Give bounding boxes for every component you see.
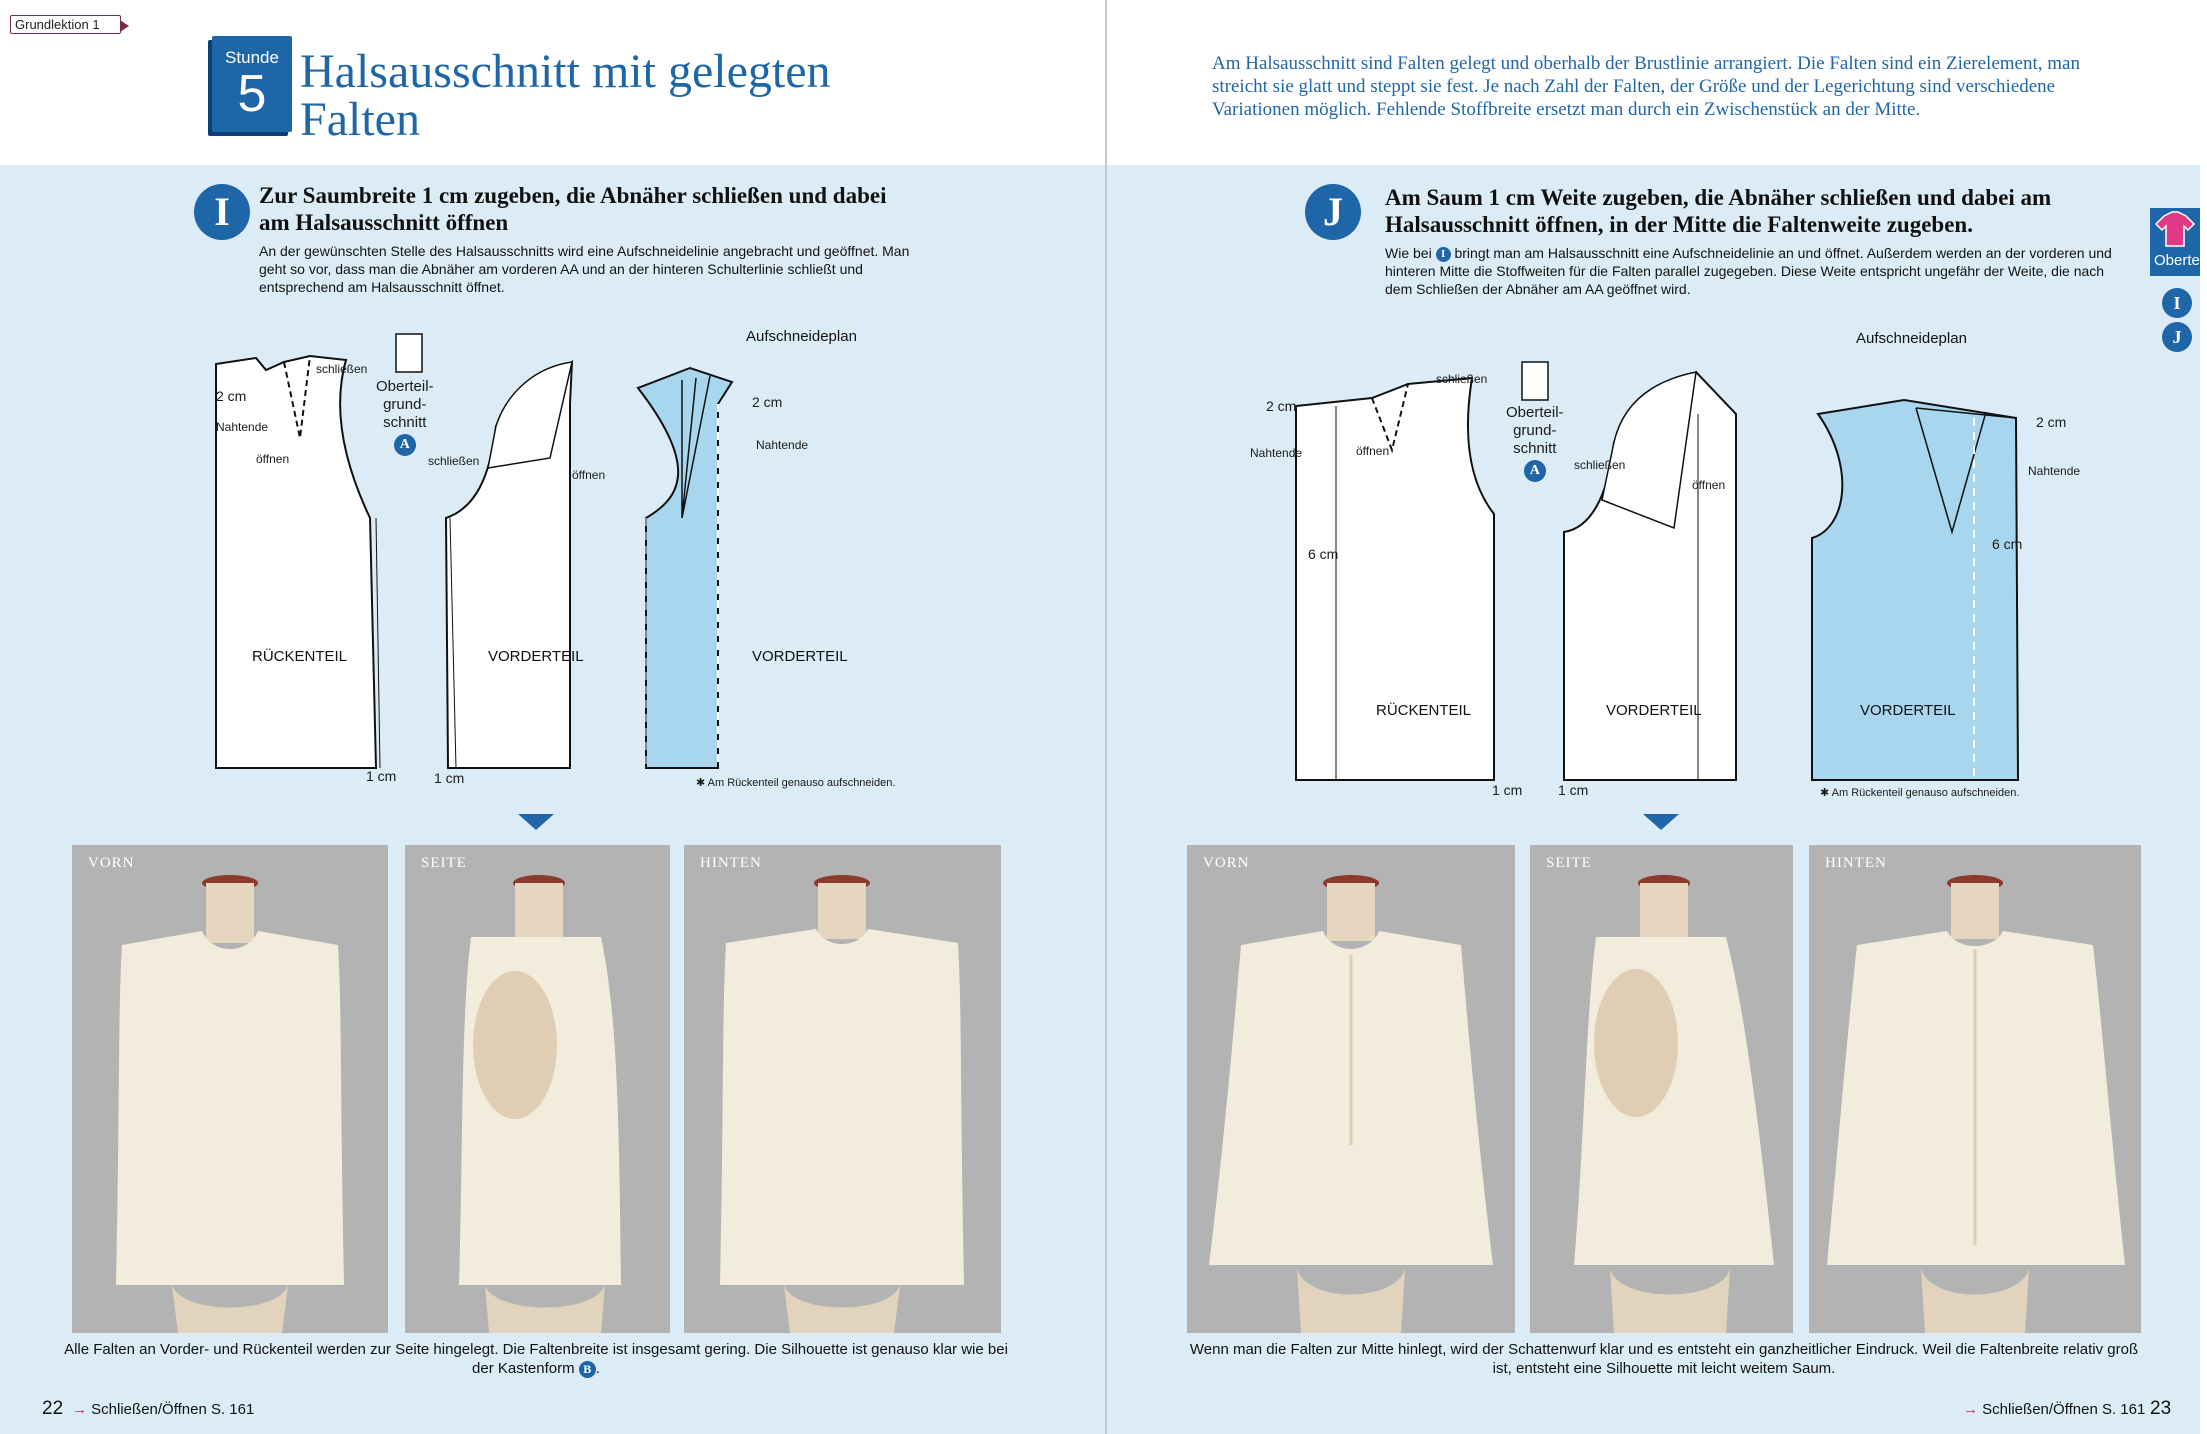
left-xref-arrow-icon: →: [72, 1401, 87, 1418]
diagram-i-two-cm-back: 2 cm: [216, 388, 247, 404]
diagram-j-schliessen-front: schließen: [1574, 458, 1626, 472]
diagram-j-oberteil-label: [1506, 404, 1564, 482]
section-i-heading: Zur Saumbreite 1 cm zugeben, die Abnäher schließen und dabei am Halsausschnitt öffnen: [259, 183, 887, 235]
diagram-i-plan-label: VORDERTEIL: [752, 648, 848, 665]
diagram-i-plan-piece: [638, 368, 732, 768]
stunde-label: Stunde: [225, 48, 279, 67]
right-xref-arrow-icon: →: [1963, 1401, 1978, 1418]
diagram-j-six-cm-back: 6 cm: [1308, 546, 1339, 562]
caption-i-badge: B: [579, 1361, 596, 1378]
photo-i-seite-image: [405, 845, 670, 1333]
diagram-j-oeffnen-back: öffnen: [1356, 444, 1390, 458]
caption-j: Wenn man die Falten zur Mitte hinlegt, wird der Schattenwurf klar und es entsteht ein ganzheitlicher Eindruck. Weil die Faltenbreite relativ groß ist, entsteht eine Silhouette mit leicht weitem Saum.: [1189, 1341, 2139, 1377]
diagram-i: [200, 318, 920, 798]
photo-j-seite-image: [1530, 845, 1793, 1333]
stunde-badge: [212, 36, 292, 132]
diagram-i-schliessen-front: schließen: [428, 454, 480, 468]
diagram-i-one-cm-back: 1 cm: [366, 768, 397, 784]
diagram-i-nahtende-back: Nahtende: [216, 420, 269, 434]
down-arrow-right: [1643, 814, 1679, 830]
photo-j-seite-label: SEITE: [1546, 855, 1592, 871]
photo-i-hinten: [684, 845, 1001, 1333]
section-j-inline-badge: I: [1436, 247, 1451, 262]
section-j-body-text: bringt man am Halsausschnitt eine Aufschneidelinie an und öffnet. Außerdem werden an der vorderen und hinteren Mitte die Stoffweiten für die Falten parallel zugegeben. Diese Weite entspricht ungefähr der Weite, die nach dem Schließen der Abnäher am AA geöffnet wird.: [1385, 245, 2112, 297]
photo-i-hinten-label: HINTEN: [700, 855, 762, 871]
diagram-j-one-cm-front: 1 cm: [1558, 782, 1589, 798]
diagram-j-two-cm-plan: 2 cm: [2036, 414, 2067, 430]
photo-i-vorn: [72, 845, 388, 1333]
diagram-j-six-cm-plan: 6 cm: [1992, 536, 2023, 552]
stunde-number: 5: [237, 65, 267, 123]
diagram-i-oeffnen-back: öffnen: [256, 452, 290, 466]
diagram-i-one-cm-front: 1 cm: [434, 770, 465, 786]
diagram-j-oberteil-icon: [1522, 362, 1548, 400]
diagram-i-schliessen-back: schließen: [316, 362, 368, 376]
diagram-i-back-piece: [216, 356, 376, 768]
diagram-i-front-label: VORDERTEIL: [488, 648, 584, 665]
diagram-j-oberteil-line3: schnitt: [1513, 440, 1557, 457]
right-xref-text: Schließen/Öffnen S. 161: [1982, 1401, 2146, 1418]
grundlektion-label: Grundlektion: [15, 17, 89, 32]
diagram-j-front-label: VORDERTEIL: [1606, 702, 1702, 719]
diagram-j-plan-piece: [1812, 400, 2018, 780]
diagram-j-back-piece: [1296, 378, 1494, 780]
diagram-j-aufschneideplan: Aufschneideplan: [1856, 330, 1967, 347]
page-gutter: [1105, 0, 1107, 1434]
photo-i-vorn-image: [72, 845, 388, 1333]
down-arrow-left: [518, 814, 554, 830]
photo-i-hinten-image: [684, 845, 1001, 1333]
diagram-j-plan-label: VORDERTEIL: [1860, 702, 1956, 719]
section-i-badge: I: [194, 184, 250, 240]
diagram-j-oberteil-line1: Oberteil-: [1506, 404, 1564, 421]
right-page-number: 23: [2150, 1398, 2172, 1419]
diagram-j-nahtende-plan: Nahtende: [2028, 464, 2081, 478]
diagram-i-oeffnen-front: öffnen: [572, 468, 606, 482]
side-tab-oberteil[interactable]: [2150, 208, 2207, 276]
diagram-i-oberteil-badge: A: [394, 434, 416, 456]
photo-j-vorn: [1187, 845, 1515, 1333]
photo-j-hinten: [1809, 845, 2141, 1333]
diagram-j: [1296, 318, 2056, 798]
photo-j-hinten-image: [1809, 845, 2141, 1333]
left-page-number: 22: [42, 1398, 64, 1419]
caption-i-text: Alle Falten an Vorder- und Rückenteil werden zur Seite hingelegt. Die Faltenbreite ist insgesamt gering. Die Silhouette ist genauso klar wie bei der Kastenform: [64, 1341, 1008, 1377]
section-i-body: An der gewünschten Stelle des Halsausschnitts wird eine Aufschneidelinie angebracht und geöffnet. Man geht so vor, dass man die Abnäher am vorderen AA und an der hinteren Schulterlinie schließt und entsprechend am Halsausschnitt öffnet.: [259, 243, 910, 295]
diagram-j-back-label: RÜCKENTEIL: [1376, 702, 1472, 719]
photo-i-vorn-label: VORN: [88, 855, 135, 871]
side-tab-item-j[interactable]: J: [2162, 322, 2192, 352]
right-cross-reference[interactable]: [1963, 1401, 2145, 1418]
page-title: [300, 45, 940, 146]
photo-j-vorn-label: VORN: [1203, 855, 1250, 871]
diagram-i-note: ✱ Am Rückenteil genauso aufschneiden.: [696, 777, 896, 789]
left-cross-reference[interactable]: [72, 1401, 254, 1418]
diagram-i-oberteil-icon: [396, 334, 422, 372]
diagram-i-back-label: RÜCKENTEIL: [252, 648, 348, 665]
diagram-j-note: ✱ Am Rückenteil genauso aufschneiden.: [1820, 787, 2020, 799]
photo-j-vorn-image: [1187, 845, 1515, 1333]
photo-j-hinten-label: HINTEN: [1825, 855, 1887, 871]
photo-j-seite: [1530, 845, 1793, 1333]
page-title-line2: Falten: [300, 93, 420, 146]
section-j-badge: J: [1305, 184, 1361, 240]
diagram-i-two-cm-plan: 2 cm: [752, 394, 783, 410]
diagram-j-nahtende-back: Nahtende: [1250, 446, 1303, 460]
photo-i-seite: [405, 845, 670, 1333]
diagram-j-oberteil-line2: grund-: [1513, 422, 1557, 439]
section-j-body-pre: Wie bei: [1385, 245, 1432, 261]
grundlektion-number: 1: [92, 17, 100, 32]
page-title-line1: Halsausschnitt mit gelegten: [300, 45, 831, 98]
diagram-i-nahtende-plan: Nahtende: [756, 438, 809, 452]
grundlektion-tag: [10, 15, 121, 34]
diagram-i-oberteil-label: [376, 378, 434, 456]
caption-i: Alle Falten an Vorder- und Rückenteil werden zur Seite hingelegt. Die Faltenbreite ist insgesamt gering. Die Silhouette ist genauso klar wie bei der Kastenform B .: [64, 1341, 1008, 1377]
diagram-j-one-cm-back: 1 cm: [1492, 782, 1523, 798]
diagram-i-aufschneideplan: Aufschneideplan: [746, 328, 857, 345]
diagram-j-two-cm-back: 2 cm: [1266, 398, 1297, 414]
diagram-j-oberteil-badge: A: [1524, 460, 1546, 482]
intro-text: Am Halsausschnitt sind Falten gelegt und oberhalb der Brustlinie arrangiert. Die Falten sind ein Zierelement, man streicht sie glatt und steppt sie fest. Je nach Zahl der Falten, der Größe und der Legerichtung sind verschiedene Variationen möglich. Fehlende Stoffbreite ersetzt man durch ein Zwischenstück an der Mitte.: [1212, 53, 2080, 120]
diagram-i-oberteil-line1: Oberteil-: [376, 378, 434, 395]
diagram-j-schliessen-back: schließen: [1436, 372, 1488, 386]
shirt-icon: [2150, 208, 2200, 248]
left-xref-text: Schließen/Öffnen S. 161: [91, 1401, 255, 1418]
section-j-heading: Am Saum 1 cm Weite zugeben, die Abnäher schließen und dabei am Halsausschnitt öffnen, in der Mitte die Faltenweite zugeben.: [1385, 185, 2052, 237]
diagram-i-oberteil-line3: schnitt: [383, 414, 427, 431]
diagram-i-oberteil-line2: grund-: [383, 396, 427, 413]
diagram-j-oeffnen-front: öffnen: [1692, 478, 1726, 492]
photo-i-seite-label: SEITE: [421, 855, 467, 871]
side-tab-item-i[interactable]: I: [2162, 288, 2192, 318]
side-tab-label: Oberteil: [2154, 252, 2207, 269]
section-j-body: [1385, 244, 2115, 298]
